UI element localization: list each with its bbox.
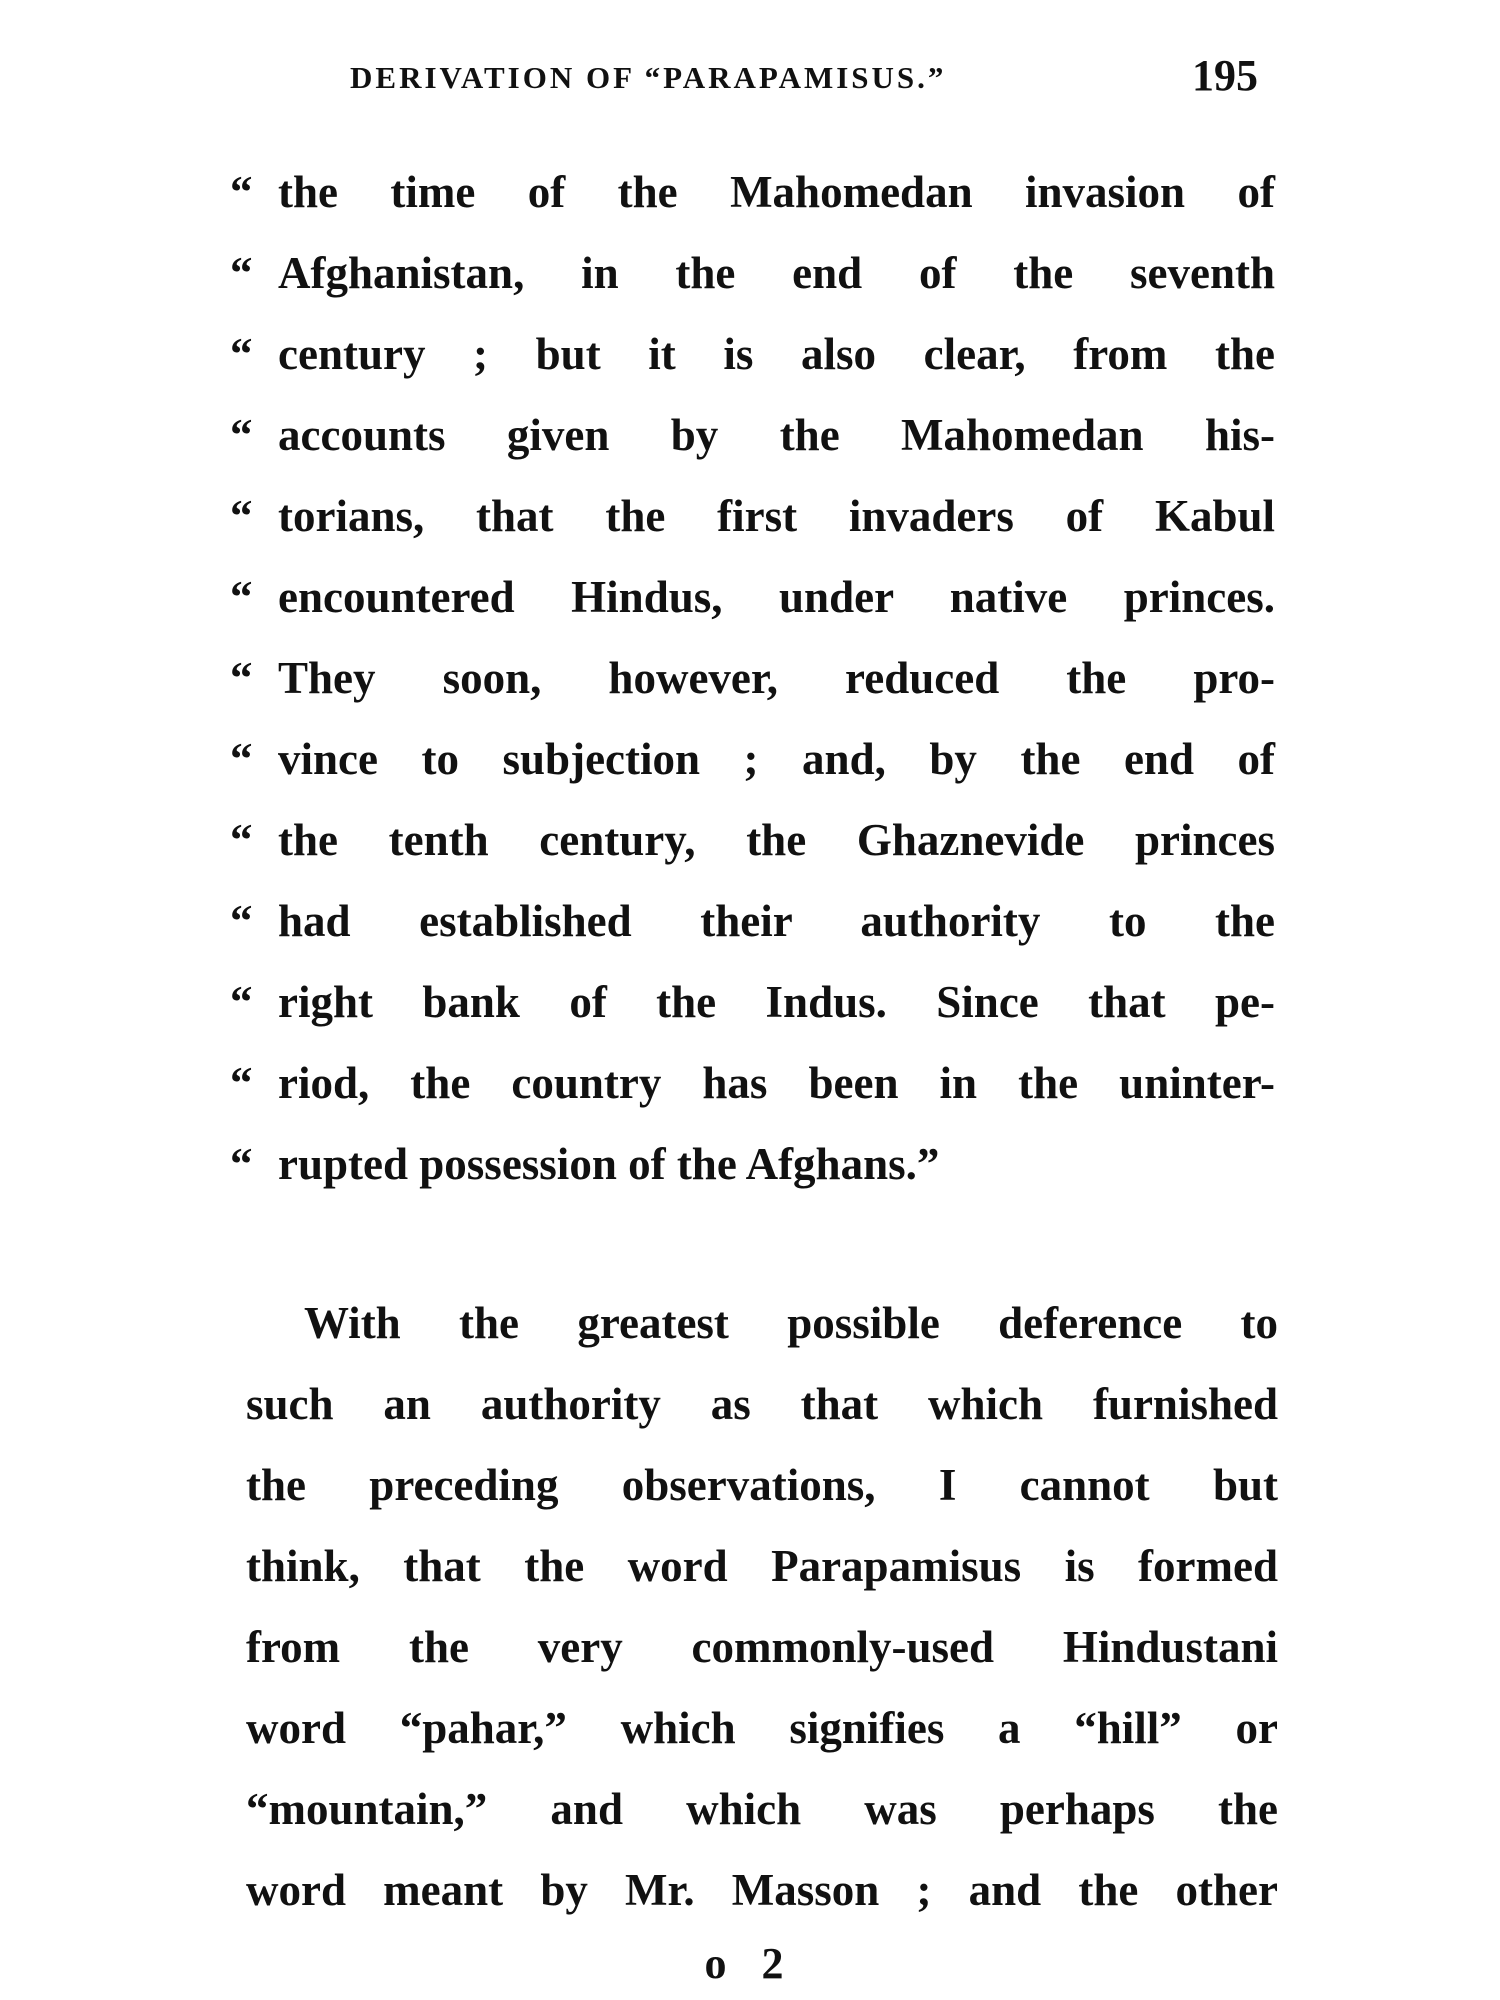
quote-mark: “ — [230, 1139, 253, 1189]
running-title: DERIVATION OF “PARAPAMISUS.” — [350, 60, 947, 95]
paragraph-line: “mountain,” and which was perhaps the — [246, 1784, 1278, 1834]
quote-mark: “ — [230, 167, 253, 217]
quote-line — [230, 409, 1275, 490]
quote-line-text: right bank of the Indus. Since that pe- — [278, 977, 1275, 1027]
quoted-passage — [230, 166, 1275, 1219]
paragraph-line: word “pahar,” which signifies a “hill” or — [246, 1703, 1278, 1753]
quote-line — [230, 895, 1275, 976]
page-number: 195 — [1192, 51, 1258, 100]
quote-line — [230, 652, 1275, 733]
quote-line — [230, 1057, 1275, 1138]
quote-mark: “ — [230, 329, 253, 379]
quote-line-text: torians, that the first invaders of Kabul — [278, 491, 1275, 541]
running-header — [330, 52, 1270, 112]
quote-line — [230, 490, 1275, 571]
quote-line-text: the time of the Mahomedan invasion of — [278, 167, 1275, 217]
quote-line-text: had established their authority to the — [278, 896, 1275, 946]
quote-mark: “ — [230, 491, 253, 541]
quote-line — [230, 328, 1275, 409]
quote-mark: “ — [230, 653, 253, 703]
quote-line-text: the tenth century, the Ghaznevide princes — [278, 815, 1275, 865]
quote-line — [230, 976, 1275, 1057]
quote-line-text: riod, the country has been in the uninter- — [278, 1058, 1275, 1108]
quote-mark: “ — [230, 1058, 253, 1108]
paragraph-line: With the greatest possible deference to — [304, 1298, 1278, 1348]
body-paragraph — [246, 1297, 1278, 1945]
quote-mark: “ — [230, 896, 253, 946]
paragraph-line: the preceding observations, I cannot but — [246, 1460, 1278, 1510]
quote-line-text: vince to subjection ; and, by the end of — [278, 734, 1275, 784]
quote-mark: “ — [230, 977, 253, 1027]
quote-line — [230, 166, 1275, 247]
signature-mark: o 2 — [704, 1939, 796, 1988]
quote-line — [230, 814, 1275, 895]
quote-line — [230, 733, 1275, 814]
quote-mark: “ — [230, 734, 253, 784]
quote-line-text: accounts given by the Mahomedan his- — [278, 410, 1275, 460]
quote-line — [230, 571, 1275, 652]
paragraph-line: think, that the word Parapamisus is formed — [246, 1541, 1278, 1591]
paragraph-line: from the very commonly-used Hindustani — [246, 1622, 1278, 1672]
quote-mark: “ — [230, 410, 253, 460]
quote-line-text: encountered Hindus, under native princes. — [278, 572, 1275, 622]
quote-line-text: They soon, however, reduced the pro- — [278, 653, 1275, 703]
quote-line — [230, 247, 1275, 328]
paragraph-line: such an authority as that which furnished — [246, 1379, 1278, 1429]
quote-line-text: century ; but it is also clear, from the — [278, 329, 1275, 379]
quote-mark: “ — [230, 572, 253, 622]
quote-line — [230, 1138, 1275, 1219]
quote-mark: “ — [230, 815, 253, 865]
quote-line-text: Afghanistan, in the end of the seventh — [278, 248, 1275, 298]
quote-line-text: rupted possession of the Afghans.” — [278, 1139, 940, 1189]
paragraph-line: word meant by Mr. Masson ; and the other — [246, 1865, 1278, 1915]
quote-mark: “ — [230, 248, 253, 298]
